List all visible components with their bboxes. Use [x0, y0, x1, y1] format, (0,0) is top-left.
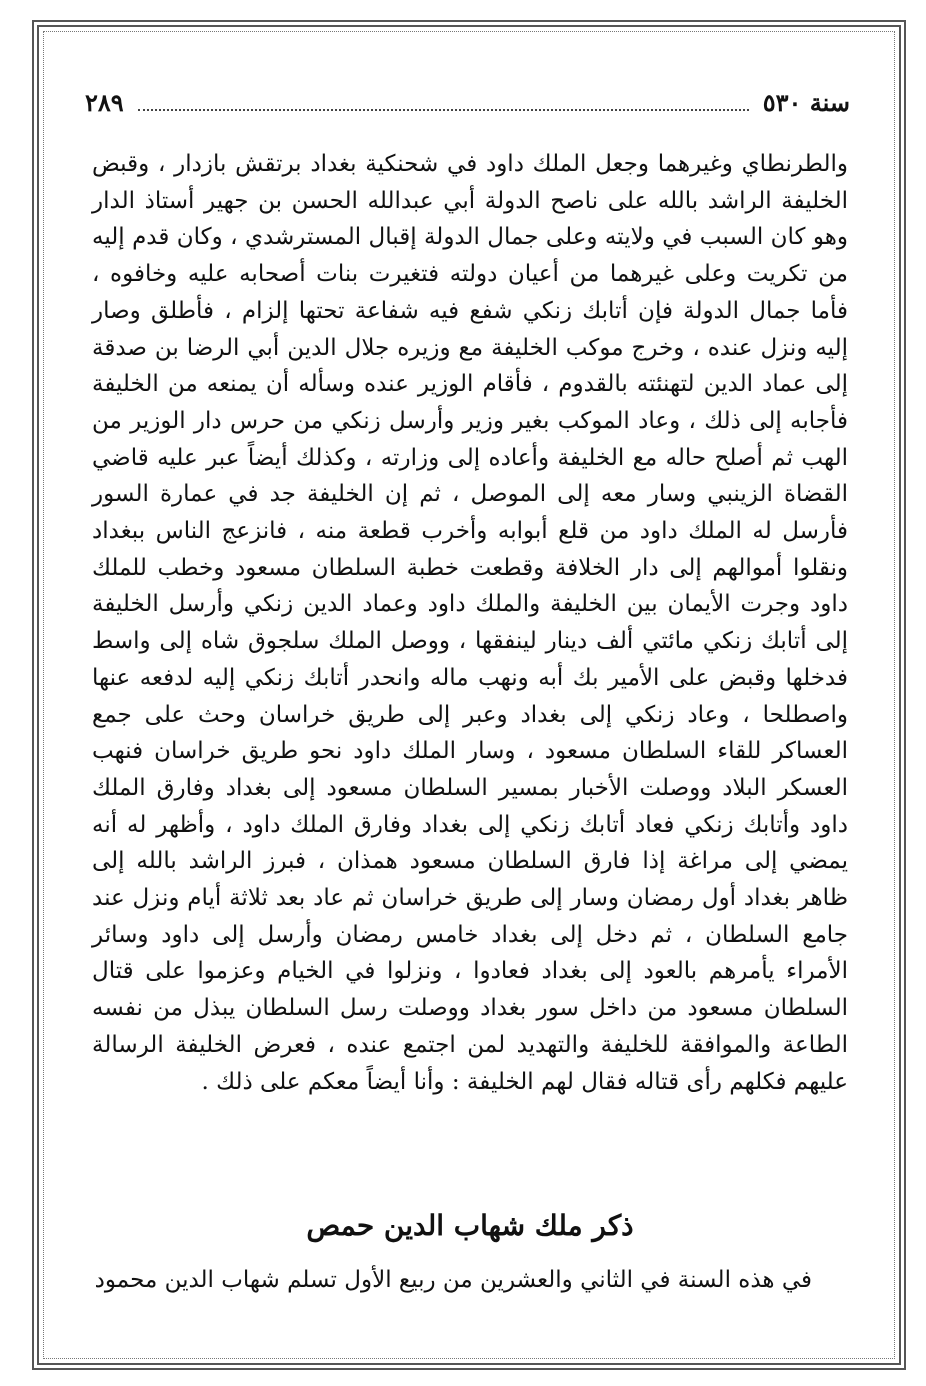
body-paragraph: والطرنطاي وغيرهما وجعل الملك داود في شحنكية بغداد برتقش بازدار ، وقبض الخليفة الراشد بالله على ناصح الدولة أبي عبدالله الحسن بن جهير أستاذ الدار وهو كان السبب في ولايته وعلى جمال الدولة إقبال المسترشدي ، وكان قدم إليه من تكريت وعلى غيرهما من أعيان دولته فتغيرت بنات أصحابه عليه وخافوه ، فأما جمال الدولة فإن أتابك زنكي شفع فيه شفاعة تحتها إلزام ، فأطلق وصار إليه ونزل عنده ، وخرج موكب الخليفة مع وزيره جلال الدين أبي الرضا بن صدقة إلى عماد الدين لتهنئته بالقدوم ، فأقام الوزير عنده وسأله أن يمنعه من الخليفة فأجابه إلى ذلك ، وعاد الموكب بغير وزير وأرسل زنكي من حرس دار الوزير من الهب ثم أصلح حاله مع الخليفة وأعاده إلى وزارته ، وكذلك أيضاً عبر عليه قاضي القضاة الزينبي وسار معه إلى الموصل ، ثم إن الخليفة جد في عمارة السور فأرسل له الملك داود من قلع أبوابه وأخرب قطعة منه ، فانزعج الناس ببغداد ونقلوا أموالهم إلى دار الخلافة وقطعت خطبة السلطان مسعود وخطب للملك داود وجرت الأيمان بين الخليفة والملك داود وعماد الدين زنكي وأرسل الخليفة إلى أتابك زنكي مائتي ألف دينار لينفقها ، ووصل الملك سلجوق شاه إلى واسط فدخلها وقبض على الأمير بك أبه ونهب ماله وانحدر أتابك زنكي إليه لدفعه عنها واصطلحا ، وعاد زنكي إلى بغداد وعبر إلى طريق خراسان وحث على جمع العساكر للقاء السلطان مسعود ، وسار الملك داود نحو طريق خراسان فنهب العسكر البلاد ووصلت الأخبار بمسير السلطان مسعود إلى بغداد وفارق الملك داود وأتابك زنكي فعاد أتابك زنكي إلى بغداد وفارق الملك داود ، وأظهر له أنه يمضي إلى مراغة إذا فارق السلطان مسعود همذان ، فبرز الراشد بالله إلى ظاهر بغداد أول رمضان وسار إلى طريق خراسان ثم عاد بعد ثلاثة أيام ونزل عند جامع السلطان ، ثم دخل إلى بغداد خامس رمضان وأرسل إلى داود وسائر الأمراء يأمرهم بالعود إلى بغداد فعادوا ، ونزلوا في الخيام وعزموا على قتال السلطان مسعود من داخل سور بغداد ووصلت رسل السلطان يبذل من نفسه الطاعة والموافقة للخليفة والتهديد لمن اجتمع عنده ، فعرض الخليفة الرسالة عليهم فكلهم رأى قتاله فقال لهم الخليفة : وأنا أيضاً معكم على ذلك . [92, 151, 848, 1095]
page-number: ٢٨٩ [85, 87, 124, 117]
running-head [85, 82, 850, 122]
running-head-dot-leader [138, 109, 749, 111]
section-heading: ذكر ملك شهاب الدين حمص [306, 1209, 634, 1242]
running-head-year: سنة ٥٣٠ [762, 87, 850, 117]
section-first-line: في هذه السنة في الثاني والعشرين من ربيع الأول تسلم شهاب الدين محمود [94, 1267, 812, 1293]
